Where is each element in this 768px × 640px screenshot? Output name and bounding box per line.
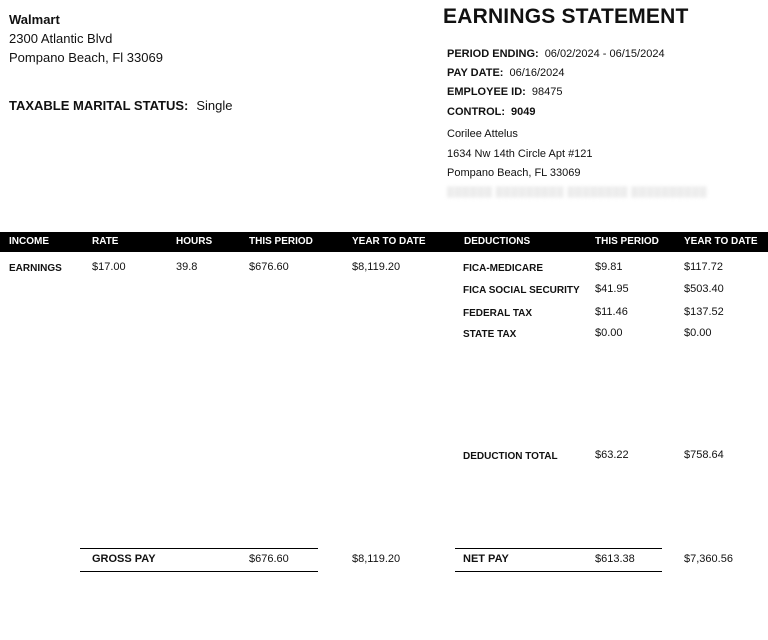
marital-status-label: TAXABLE MARITAL STATUS: bbox=[9, 98, 189, 113]
header-deductions: DEDUCTIONS bbox=[464, 236, 531, 247]
employer-name: Walmart bbox=[9, 12, 60, 27]
header-this-period: THIS PERIOD bbox=[249, 236, 313, 247]
deduction-name: STATE TAX bbox=[463, 329, 517, 340]
marital-status-value: Single bbox=[196, 98, 233, 113]
deduction-year-to-date: $117.72 bbox=[684, 261, 723, 273]
marital-status bbox=[9, 98, 232, 113]
period-ending-value: 06/02/2024 - 06/15/2024 bbox=[544, 48, 665, 60]
control-label: CONTROL: bbox=[447, 106, 506, 118]
deduction-name: FEDERAL TAX bbox=[463, 308, 533, 319]
gross-pay-label: GROSS PAY bbox=[92, 553, 156, 565]
employee-id bbox=[447, 86, 562, 98]
net-pay-this-period: $613.38 bbox=[595, 553, 635, 565]
earnings-year-to-date: $8,119.20 bbox=[352, 261, 401, 273]
employee-address-line1: 1634 Nw 14th Circle Apt #121 bbox=[447, 148, 593, 160]
earnings-this-period: $676.60 bbox=[249, 261, 289, 273]
deduction-this-period: $41.95 bbox=[595, 283, 629, 295]
net-pay-bottom-rule bbox=[455, 571, 662, 572]
control-value: 9049 bbox=[511, 106, 536, 118]
deduction-name: FICA-MEDICARE bbox=[463, 263, 543, 274]
header-year-to-date: YEAR TO DATE bbox=[352, 236, 426, 247]
header-hours: HOURS bbox=[176, 236, 213, 247]
net-pay-top-rule bbox=[455, 548, 662, 549]
deduction-this-period: $0.00 bbox=[595, 327, 623, 339]
earnings-label: EARNINGS bbox=[9, 263, 62, 274]
gross-pay-year-to-date: $8,119.20 bbox=[352, 553, 401, 565]
employer-address-line2: Pompano Beach, Fl 33069 bbox=[9, 50, 163, 65]
period-ending bbox=[447, 48, 665, 60]
deduction-total-this-period: $63.22 bbox=[595, 449, 629, 461]
control-number bbox=[447, 106, 542, 118]
deduction-total-label: DEDUCTION TOTAL bbox=[463, 451, 558, 462]
deduction-year-to-date: $503.40 bbox=[684, 283, 724, 295]
net-pay-year-to-date: $7,360.56 bbox=[684, 553, 733, 565]
header-deduction-year-to-date: YEAR TO DATE bbox=[684, 236, 758, 247]
deduction-year-to-date: $137.52 bbox=[684, 306, 724, 318]
deduction-this-period: $11.46 bbox=[595, 306, 628, 318]
employee-id-label: EMPLOYEE ID: bbox=[447, 86, 526, 98]
header-income: INCOME bbox=[9, 236, 49, 247]
employee-address-line2: Pompano Beach, FL 33069 bbox=[447, 167, 581, 179]
deduction-year-to-date: $0.00 bbox=[684, 327, 712, 339]
period-ending-label: PERIOD ENDING: bbox=[447, 48, 539, 60]
earnings-rate: $17.00 bbox=[92, 261, 126, 273]
employee-id-value: 98475 bbox=[531, 86, 563, 98]
deduction-total-year-to-date: $758.64 bbox=[684, 449, 724, 461]
earnings-hours: 39.8 bbox=[176, 261, 198, 273]
employer-address-block bbox=[9, 10, 163, 67]
gross-pay-bottom-rule bbox=[80, 571, 318, 572]
employee-name: Corilee Attelus bbox=[447, 128, 518, 140]
gross-pay-top-rule bbox=[80, 548, 318, 549]
redacted-line: ▒▒▒▒▒▒ ▒▒▒▒▒▒▒▒▒ ▒▒▒▒▒▒▒▒ ▒▒▒▒▒▒▒▒▒▒ bbox=[447, 187, 708, 198]
table-header-bar bbox=[0, 232, 768, 252]
net-pay-label: NET PAY bbox=[463, 553, 509, 565]
pay-date-value: 06/16/2024 bbox=[509, 67, 565, 79]
pay-date bbox=[447, 67, 565, 79]
deduction-name: FICA SOCIAL SECURITY bbox=[463, 285, 580, 296]
header-deduction-this-period: THIS PERIOD bbox=[595, 236, 659, 247]
statement-title: EARNINGS STATEMENT bbox=[443, 5, 689, 28]
gross-pay-this-period: $676.60 bbox=[249, 553, 289, 565]
header-rate: RATE bbox=[92, 236, 119, 247]
pay-date-label: PAY DATE: bbox=[447, 67, 504, 79]
employer-address-line1: 2300 Atlantic Blvd bbox=[9, 31, 113, 46]
deduction-this-period: $9.81 bbox=[595, 261, 623, 273]
